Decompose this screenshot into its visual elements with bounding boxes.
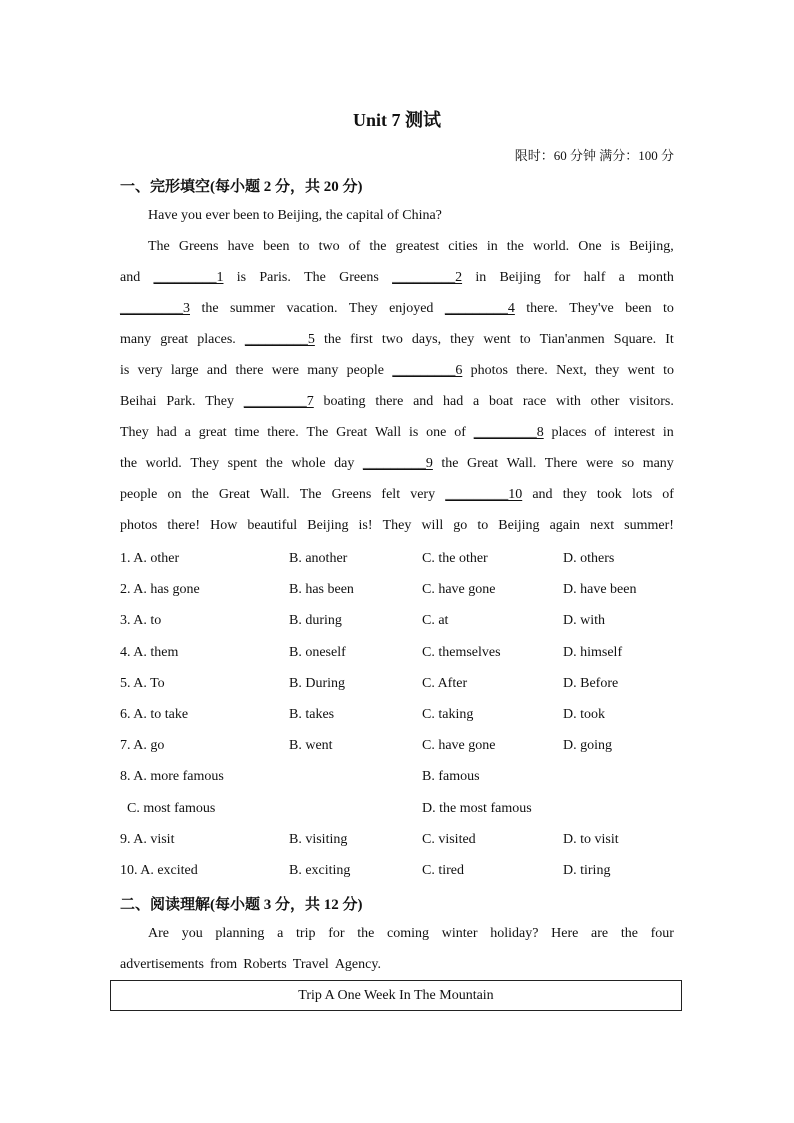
word: Beihai	[120, 394, 157, 409]
word: went	[483, 332, 511, 347]
word: they	[450, 332, 475, 347]
word: with	[555, 394, 581, 409]
option-choice: 1. A. other	[120, 551, 180, 566]
word: photos	[120, 518, 158, 533]
word: people	[120, 487, 158, 502]
word: is!	[358, 518, 373, 533]
option-row	[120, 801, 674, 832]
option-choice: 4. A. them	[120, 644, 179, 660]
word: half	[583, 270, 606, 285]
word: of	[454, 425, 466, 440]
cloze-blank: _________4	[444, 301, 515, 316]
option-choice: C. tired	[422, 862, 464, 878]
cloze-blank: _________5	[244, 332, 315, 347]
reading-intro	[120, 918, 674, 980]
word: many	[642, 456, 674, 471]
word: It	[665, 332, 674, 347]
option-choice: C. taking	[422, 706, 474, 722]
word: had	[443, 394, 464, 409]
word: Wall.	[260, 487, 290, 502]
word: winter	[441, 926, 478, 941]
option-choice: C. at	[422, 613, 449, 629]
word: four	[650, 926, 674, 941]
option-choice: B. another	[289, 551, 348, 566]
word: the	[120, 456, 138, 471]
option-choice: D. took	[563, 706, 605, 722]
word: been	[263, 239, 290, 254]
option-choice: 10. A. excited	[120, 862, 198, 878]
word: is	[120, 363, 130, 378]
word: places.	[197, 332, 236, 347]
option-choice: C. themselves	[422, 644, 501, 660]
word: the	[191, 487, 209, 502]
word: a	[277, 926, 284, 941]
option-choice: D. with	[563, 613, 605, 629]
word: very	[410, 487, 436, 502]
option-choice: C. have gone	[422, 582, 496, 598]
option-row	[120, 551, 674, 582]
word: days,	[411, 332, 442, 347]
word: and	[206, 363, 228, 378]
option-choice: 7. A. go	[120, 738, 165, 754]
option-choice: C. most famous	[120, 800, 216, 816]
word: to	[663, 363, 674, 378]
word: trip	[296, 926, 316, 941]
word: there.	[267, 425, 299, 440]
word: there!	[167, 518, 201, 533]
word: there	[235, 363, 264, 378]
word: boating	[323, 394, 366, 409]
option-choice: D. others	[563, 551, 615, 566]
word: Beijing	[499, 270, 541, 285]
word: and	[532, 487, 553, 502]
word: the	[620, 926, 638, 941]
word: the	[369, 239, 387, 254]
option-choice: D. tiring	[563, 862, 611, 878]
word: Square.	[613, 332, 657, 347]
option-row	[120, 676, 674, 707]
word: interest	[613, 425, 656, 440]
word: the	[201, 301, 219, 316]
word: world.	[532, 239, 570, 254]
word: Great	[467, 456, 499, 471]
option-choice: C. the other	[422, 551, 488, 566]
word: been	[625, 301, 652, 316]
word: is	[610, 239, 620, 254]
word: They	[382, 518, 412, 533]
cloze-passage	[120, 200, 674, 541]
word: the	[506, 239, 524, 254]
word: They	[190, 456, 220, 471]
word: How	[210, 518, 238, 533]
option-choice: B. takes	[289, 706, 335, 722]
option-choice: D. have been	[563, 582, 637, 598]
word: is	[236, 270, 247, 285]
word: they	[562, 487, 587, 502]
word: many	[307, 363, 339, 378]
word: there.	[526, 301, 558, 316]
option-choice: 2. A. has gone	[120, 582, 200, 598]
word: went	[627, 363, 655, 378]
passage-line	[120, 293, 674, 324]
word: have	[227, 239, 255, 254]
word: to	[663, 301, 674, 316]
option-choice: 9. A. visit	[120, 831, 175, 847]
word: vacation.	[286, 301, 338, 316]
word: took	[596, 487, 622, 502]
cloze-blank: _________2	[392, 270, 463, 285]
word: Park.	[166, 394, 196, 409]
passage-line	[120, 448, 674, 479]
option-choice: B. exciting	[289, 862, 351, 878]
word: lots	[631, 487, 653, 502]
option-row	[120, 613, 674, 644]
cloze-blank: _________7	[243, 394, 314, 409]
word: in	[475, 270, 487, 285]
word: Beijing,	[629, 239, 674, 254]
word: for	[554, 270, 571, 285]
word: go	[453, 518, 468, 533]
word: on	[167, 487, 182, 502]
passage-line	[120, 262, 674, 293]
word: Wall.	[506, 456, 537, 471]
section-reading-heading: 二、阅读理解(每小题 3 分，共 12 分)	[120, 897, 363, 913]
word: summer!	[624, 518, 674, 533]
word: boat	[489, 394, 514, 409]
word: Great	[336, 425, 368, 440]
passage-line	[120, 231, 674, 262]
word: One	[578, 239, 602, 254]
word: the	[265, 456, 283, 471]
word: felt	[381, 487, 401, 502]
word: Travel	[292, 957, 329, 972]
option-row	[120, 738, 674, 769]
word: a	[618, 270, 625, 285]
word: world.	[145, 456, 182, 471]
word: Great	[218, 487, 250, 502]
word: Greens	[339, 270, 379, 285]
option-row	[120, 645, 674, 676]
word: of	[348, 239, 361, 254]
word: the	[323, 332, 342, 347]
passage-line	[120, 324, 674, 355]
word: of	[594, 425, 606, 440]
word: are	[591, 926, 609, 941]
word: for	[328, 926, 345, 941]
option-list	[120, 551, 674, 894]
option-choice: D. the most famous	[422, 800, 532, 816]
word: Wall	[375, 425, 402, 440]
word: there.	[516, 363, 548, 378]
word: two	[318, 239, 340, 254]
cloze-blank: _________3	[120, 301, 190, 316]
word: to	[519, 332, 531, 347]
word: month	[638, 270, 674, 285]
word: of	[662, 487, 674, 502]
word: had	[156, 425, 177, 440]
option-choice: C. After	[422, 675, 468, 691]
word: visitors.	[629, 394, 674, 409]
word: Paris.	[259, 270, 291, 285]
word: one	[426, 425, 447, 440]
word: from	[209, 957, 238, 972]
option-choice: B. famous	[422, 769, 480, 785]
passage-line	[120, 479, 674, 510]
word: advertisements	[120, 957, 204, 972]
word: They	[205, 394, 235, 409]
word: holiday?	[490, 926, 539, 941]
word: a	[473, 394, 480, 409]
word: again	[549, 518, 580, 533]
word: two	[381, 332, 403, 347]
option-choice: B. During	[289, 675, 345, 691]
option-row	[120, 582, 674, 613]
word: The	[304, 270, 326, 285]
word: were	[271, 363, 299, 378]
word: whole	[291, 456, 326, 471]
option-choice: B. has been	[289, 582, 354, 598]
cloze-blank: _________8	[473, 425, 544, 440]
word: cities	[448, 239, 478, 254]
word: day	[334, 456, 355, 471]
passage-body	[120, 231, 674, 541]
word: people	[346, 363, 384, 378]
option-row	[120, 707, 674, 738]
word: greatest	[395, 239, 440, 254]
cloze-blank: _________10	[445, 487, 523, 502]
word: Greens	[178, 239, 219, 254]
word: summer	[229, 301, 276, 316]
option-choice: C. have gone	[422, 738, 496, 754]
word: The	[148, 239, 170, 254]
word: the	[441, 456, 459, 471]
word: in	[486, 239, 498, 254]
option-row	[120, 832, 674, 863]
word: very	[137, 363, 163, 378]
word: first	[350, 332, 373, 347]
trip-a-box: Trip A One Week In The Mountain	[110, 980, 682, 1011]
cloze-blank: _________6	[392, 363, 463, 378]
word: spent	[227, 456, 258, 471]
word: and	[413, 394, 434, 409]
word: many	[120, 332, 152, 347]
option-choice: B. went	[289, 738, 333, 754]
passage-intro: Have you ever been to Beijing, the capital of China?	[148, 208, 442, 223]
word: great	[198, 425, 227, 440]
word: planning	[215, 926, 265, 941]
reading-line	[120, 949, 674, 980]
option-choice: D. going	[563, 738, 612, 754]
option-choice: 5. A. To	[120, 675, 165, 691]
word: were	[585, 456, 614, 471]
option-choice: B. during	[289, 613, 342, 629]
word: coming	[387, 926, 430, 941]
word: The	[299, 487, 322, 502]
option-row	[120, 769, 674, 800]
option-choice: D. himself	[563, 644, 623, 660]
word: race	[522, 394, 547, 409]
option-choice: 8. A. more famous	[120, 769, 224, 785]
word: They	[348, 301, 378, 316]
word: Roberts	[243, 957, 287, 972]
option-choice: 3. A. to	[120, 613, 162, 629]
word: places	[551, 425, 587, 440]
passage-line	[120, 510, 674, 541]
word: to	[477, 518, 489, 533]
passage-line	[120, 417, 674, 448]
time-score-limit: 限时：60 分钟 满分：100 分	[514, 148, 674, 163]
word: other	[590, 394, 620, 409]
option-choice: B. visiting	[289, 831, 348, 847]
word: They've	[569, 301, 614, 316]
word: a	[184, 425, 191, 440]
word: beautiful	[247, 518, 298, 533]
word: will	[421, 518, 444, 533]
section-cloze-heading: 一、完形填空(每小题 2 分，共 20 分)	[120, 179, 363, 195]
word: Tian'anmen	[539, 332, 605, 347]
word: in	[662, 425, 674, 440]
word: you	[181, 926, 203, 941]
word: is	[408, 425, 419, 440]
word: great	[160, 332, 189, 347]
word: The	[306, 425, 329, 440]
word: Beijing	[498, 518, 540, 533]
page-title: Unit 7 测试	[352, 110, 441, 130]
word: Next,	[556, 363, 587, 378]
word: They	[120, 425, 149, 440]
word: to	[298, 239, 310, 254]
word: Are	[148, 926, 169, 941]
word: photos	[470, 363, 508, 378]
word: Agency.	[334, 957, 381, 972]
option-choice: D. to visit	[563, 831, 619, 847]
word: enjoyed	[389, 301, 434, 316]
passage-line	[120, 355, 674, 386]
word: Beijing	[307, 518, 349, 533]
word: There	[544, 456, 578, 471]
word: and	[120, 270, 141, 285]
passage-line	[120, 386, 674, 417]
word: large	[170, 363, 199, 378]
reading-line	[120, 918, 674, 949]
word: time	[234, 425, 260, 440]
option-choice: C. visited	[422, 831, 476, 847]
option-choice: B. oneself	[289, 644, 346, 660]
option-row	[120, 863, 674, 894]
word: next	[589, 518, 615, 533]
word: the	[357, 926, 375, 941]
word: they	[595, 363, 620, 378]
word: there	[375, 394, 404, 409]
word: Greens	[331, 487, 372, 502]
option-choice: D. Before	[563, 675, 619, 691]
cloze-blank: _________9	[362, 456, 433, 471]
word: so	[621, 456, 635, 471]
word: Here	[551, 926, 579, 941]
cloze-blank: _________1	[153, 270, 224, 285]
option-choice: 6. A. to take	[120, 706, 189, 722]
